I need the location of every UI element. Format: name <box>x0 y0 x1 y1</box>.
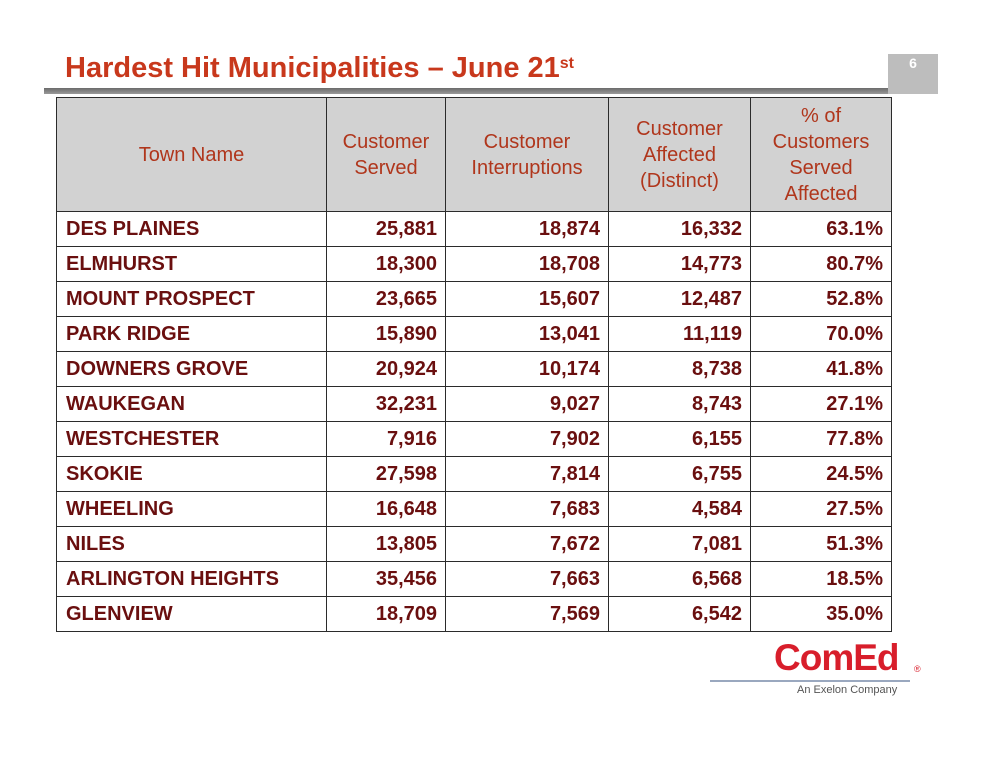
registered-mark: ® <box>914 664 921 674</box>
customers-served-cell: 35,456 <box>327 562 446 597</box>
table-row <box>57 597 892 632</box>
header-town-name: Town Name <box>57 98 327 212</box>
town-name-cell: ARLINGTON HEIGHTS <box>57 562 327 597</box>
slide-title <box>65 52 574 85</box>
table-row <box>57 562 892 597</box>
customers-served-cell: 16,648 <box>327 492 446 527</box>
title-underline <box>44 88 890 94</box>
town-name-cell: SKOKIE <box>57 457 327 492</box>
header-customer-interruptions: Customer Interruptions <box>446 98 609 212</box>
town-name-cell: DES PLAINES <box>57 212 327 247</box>
town-name-cell: NILES <box>57 527 327 562</box>
table-row <box>57 492 892 527</box>
town-name-cell: PARK RIDGE <box>57 317 327 352</box>
table-row <box>57 387 892 422</box>
customers-served-cell: 32,231 <box>327 387 446 422</box>
municipalities-table <box>56 97 892 632</box>
customer-interruptions-cell: 15,607 <box>446 282 609 317</box>
table-row <box>57 352 892 387</box>
page-number-badge: 6 <box>888 54 938 94</box>
customers-affected-cell: 8,738 <box>609 352 751 387</box>
customers-affected-cell: 6,568 <box>609 562 751 597</box>
percent-affected-cell: 70.0% <box>751 317 892 352</box>
customer-interruptions-cell: 7,569 <box>446 597 609 632</box>
customers-served-cell: 20,924 <box>327 352 446 387</box>
customers-served-cell: 27,598 <box>327 457 446 492</box>
percent-affected-cell: 80.7% <box>751 247 892 282</box>
table-row <box>57 282 892 317</box>
customer-interruptions-cell: 9,027 <box>446 387 609 422</box>
customer-interruptions-cell: 18,708 <box>446 247 609 282</box>
customers-served-cell: 13,805 <box>327 527 446 562</box>
town-name-cell: MOUNT PROSPECT <box>57 282 327 317</box>
header-customer-affected: Customer Affected (Distinct) <box>609 98 751 212</box>
table-row <box>57 422 892 457</box>
customer-interruptions-cell: 18,874 <box>446 212 609 247</box>
table-row <box>57 457 892 492</box>
customers-served-cell: 15,890 <box>327 317 446 352</box>
town-name-cell: WAUKEGAN <box>57 387 327 422</box>
customers-affected-cell: 4,584 <box>609 492 751 527</box>
customers-affected-cell: 8,743 <box>609 387 751 422</box>
slide-title-text: Hardest Hit Municipalities – June 21 <box>65 52 560 84</box>
percent-affected-cell: 18.5% <box>751 562 892 597</box>
town-name-cell: GLENVIEW <box>57 597 327 632</box>
town-name-cell: WHEELING <box>57 492 327 527</box>
comed-logo: ComEd <box>774 637 899 678</box>
customers-served-cell: 7,916 <box>327 422 446 457</box>
customer-interruptions-cell: 7,663 <box>446 562 609 597</box>
customers-affected-cell: 16,332 <box>609 212 751 247</box>
customers-affected-cell: 7,081 <box>609 527 751 562</box>
percent-affected-cell: 27.5% <box>751 492 892 527</box>
table-header-row <box>57 98 892 212</box>
table-row <box>57 527 892 562</box>
percent-affected-cell: 27.1% <box>751 387 892 422</box>
slide-title-suffix: st <box>559 55 574 73</box>
customer-interruptions-cell: 10,174 <box>446 352 609 387</box>
town-name-cell: ELMHURST <box>57 247 327 282</box>
table-row <box>57 212 892 247</box>
customer-interruptions-cell: 13,041 <box>446 317 609 352</box>
table-row <box>57 247 892 282</box>
customer-interruptions-cell: 7,672 <box>446 527 609 562</box>
town-name-cell: WESTCHESTER <box>57 422 327 457</box>
table-row <box>57 317 892 352</box>
customers-served-cell: 18,709 <box>327 597 446 632</box>
logo-divider <box>710 680 910 682</box>
percent-affected-cell: 41.8% <box>751 352 892 387</box>
customers-affected-cell: 11,119 <box>609 317 751 352</box>
customer-interruptions-cell: 7,814 <box>446 457 609 492</box>
customer-interruptions-cell: 7,683 <box>446 492 609 527</box>
header-customer-served: Customer Served <box>327 98 446 212</box>
customers-affected-cell: 6,155 <box>609 422 751 457</box>
percent-affected-cell: 51.3% <box>751 527 892 562</box>
customer-interruptions-cell: 7,902 <box>446 422 609 457</box>
logo-tagline: An Exelon Company <box>797 684 898 696</box>
customers-affected-cell: 6,542 <box>609 597 751 632</box>
customers-affected-cell: 12,487 <box>609 282 751 317</box>
customers-affected-cell: 14,773 <box>609 247 751 282</box>
customers-served-cell: 23,665 <box>327 282 446 317</box>
header-percent-affected: % of Customers Served Affected <box>751 98 892 212</box>
percent-affected-cell: 77.8% <box>751 422 892 457</box>
customers-served-cell: 25,881 <box>327 212 446 247</box>
town-name-cell: DOWNERS GROVE <box>57 352 327 387</box>
customers-affected-cell: 6,755 <box>609 457 751 492</box>
percent-affected-cell: 35.0% <box>751 597 892 632</box>
customers-served-cell: 18,300 <box>327 247 446 282</box>
percent-affected-cell: 24.5% <box>751 457 892 492</box>
percent-affected-cell: 52.8% <box>751 282 892 317</box>
percent-affected-cell: 63.1% <box>751 212 892 247</box>
